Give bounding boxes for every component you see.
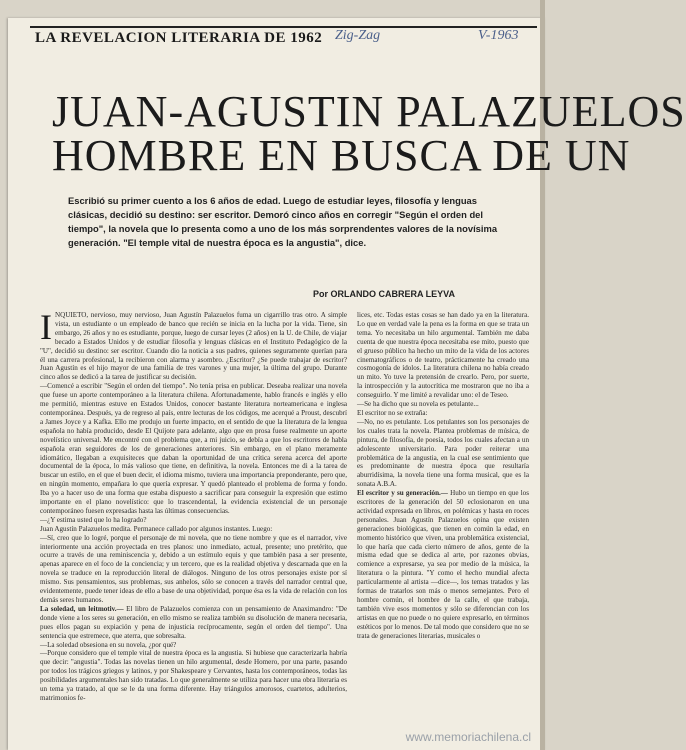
paragraph: lices, etc. Todas estas cosas se han dado ya en la literatura. Lo que en verdad vale la pena es la forma en que se trata un tema. Yo necesitaba un hilo argumental. También me daba cuenta de que nuestra época necesitaba ese mito, puesto que el grueso público ha hecho un mito de la vida de los actores cinematográficos o de teatro, prácticamente ha creado una cosmogonía de ídolos. La literatura chilena no había creado un mito. Yo tuve la pretensión de crearlo. Pero, por suerte, la introspección y la autocrítica me mostraron que no iba a conseguirlo. Y me limité a revalidar uno: el de Teseo. — [357, 311, 529, 400]
paragraph-text: NQUIETO, nervioso, muy nervioso, Juan Agustín Palazuelos fuma un cigarrillo tras otro. A simple vista, un estudiante o un empleado de banco que recién se inicia en la lucha por la vida. Tiene, sin embargo, 26 años y no es estudiante, porque, luego de cursar leyes (2 años) en la U. de Chile, de viajar becado a Estados Unidos y de estudiar filosofía y lenguas clásicas en el Instituto Pedagógico de la "U", decidió su destino: ser escritor. Cuando dio la noticia a sus padres, quienes seguramente querían para él una carrera profesional, la recibieron con alarma y asombro. ¿Escritor? ¿Se puede trabajar de escritor? Juan Agustín es el hijo mayor de una familia de tres varones y una mujer, la última del grupo. Durante cinco años se dedicó a la tarea de justificar su decisión. — [40, 311, 347, 382]
section-rule — [30, 26, 537, 28]
paragraph: El escritor no se extraña: — [357, 408, 428, 417]
headline-line-2: HOMBRE EN BUSCA DE UN — [52, 131, 631, 180]
paragraph: —La soledad obsesiona en su novela, ¿por qué? — [40, 640, 177, 649]
paragraph: —Sí, creo que lo logré, porque el personaje de mi novela, que no tiene nombre y que es el narrador, vive interiormente una acción proyectada en tres planos: uno inmediato, actual, presente; uno pretérito, que ocurre a través de una reminiscencia y, debido a un estímulo equis y que también pasa a ser presente, apenas aparece en el foco de la conciencia; y un tercero, que es la realidad objetiva y descarnada que en la novela se traduce en la reproducción literal de diálogos. Ninguno de los otros personajes existe por sí mismo. Sus pensamientos, sus problemas, sus anhelos, sólo se conocen a través del narrador central que, evidentemente, puede tener ideas de ello a base de una objetividad, porque ésa es la vida de relación con los demás seres humanos. — [40, 533, 347, 604]
byline: Por ORLANDO CABRERA LEYVA — [313, 289, 456, 299]
paragraph-text: El libro de Palazuelos comienza con un pensamiento de Anaximandro: "De donde viene a los seres su generación, en ello mismo se realiza también su disolución de manera necesaria, pues ellos pagan su expiación y pena de injusticia recíprocamente, según el orden del tiempo". Una sentencia que estremece, que aterra, que sobresalta. — [40, 604, 347, 640]
paragraph: —Porque considero que el temple vital de nuestra época es la angustia. Si hubiese que caracterizarla habría que decir: "angustia". Todas las novelas tienen un hilo argumental, desde Homero, por una parte, pasando por todos los trágicos griegos y latinos, y por Shakespeare y Cervantes, hasta los contemporáneos, todas las posibilidades argumentales han sido tratadas. Lo que generalmente se utiliza para hacer una obra literaria es un tema ya tratado, al que se le da una forma diferente. Hay triángulos amorosos, cuartetos, adulterios, matrimonios fe- — [40, 649, 347, 702]
paragraph: —Se ha dicho que su novela es petulante... — [357, 400, 479, 409]
paragraph: Juan Agustín Palazuelos medita. Permanece callado por algunos instantes. Luego: — [40, 524, 273, 533]
watermark: www.memoriachilena.cl — [405, 730, 531, 744]
headline-line-1: JUAN-AGUSTIN PALAZUELOS — [52, 87, 686, 136]
subheading: El escritor y su generación.— — [357, 489, 448, 498]
paragraph: —Comencé a escribir "Según el orden del tiempo". No tenía prisa en publicar. Deseaba realizar una novela que fuese un aporte contemporáneo a la literatura chilena. Afortunadamente, hablo francés e inglés y ello me permitió, mientras estuve en Estados Unidos, conocer bastante literatura norteamericana e inglesa contemporánea. Después, ya de regreso al país, entre lecturas de los códigos, me acerqué a Proust, descubrí a James Joyce y a Kafka. Ello me produjo un fuerte impacto, en el sentido de que la literatura de la lengua española no había producido, desde El Quijote para adelante, algo que en prosa fuese realmente un aporte novelístico universal. Me encontré con el problema que, a mi juicio, se debía a que los escritores de habla española eran seguidores de los de generaciones anteriores. Sin embargo, en el plano meramente idiomático, llegaban a exquisiteces que daban la oportunidad de una crítica serena acerca del aporte documental de la época, lo más valioso que tiene, en definitiva, la novela. Entonces me di a la tarea de buscar un estilo, en el que el buen decir, el idioma mismo, tuviera una importancia preponderante, pero que, en ningún momento, empañara lo que quería expresar. Y quedó planteado el problema de forma y fondo. Iba yo a hacer uso de una forma que estaba dispuesto a sacrificar para conseguir la expresión que estimo importante en el plano novelístico: que lo trascendental, la evidencia existencial de un personaje contemporáneo fuesen expresadas hasta las últimas consecuencias. — [40, 382, 347, 515]
section-title: LA REVELACION LITERARIA DE 1962 — [35, 30, 323, 46]
lead-paragraph: Escribió su primer cuento a los 6 años de edad. Luego de estudiar leyes, filosofía y lenguas clásicas, decidió su destino: ser escritor. Demoró cinco años en corregir "Según el orden del tiempo", la novela que lo presenta como a uno de los más sorprendentes valores de la novísima generación. "El temple vital de nuestra época es la angustia", dice. — [68, 195, 498, 248]
right-column — [357, 311, 529, 747]
paragraph — [357, 489, 529, 640]
paragraph-text: Hubo un tiempo en que los escritores de la generación del 50 eclosionaron en una actividad expresada en libros, en polémicas y hasta en roces personales. Juan Agustín Palazuelos opina que existen generaciones biológicas, que tienen en común la edad, en momento histórico que viven, una problemática existencial, lo que haría que cada cierto número de años, gente de la misma edad que se dedica al arte, por razones obvias, comience a expresarse, ya sea por medio de la música, la literatura o la pintura. "Y como el hecho mundial afecta particularmente al artista —dice—, los temas tratados y las formas de tratarlos son más o menos semejantes. Pero el hombre común, el hombre de la calle, el que trabaja, también vive esos momentos y sólo se diferencian con los artistas en que no puede o no quiere expresarlo, en términos estéticos por lo menos. De tal modo que considero que no se trata de generaciones literarias, musicales o — [357, 489, 529, 640]
paragraph — [40, 307, 347, 382]
paragraph: —No, no es petulante. Los petulantes son los personajes de los cuales trata la novela. Plantea problemas de música, de pintura, de filosofía, de poesía, todos los cuales afectan a un adolescente universitario. Para poder reiterar una problemática de la angustia, en la cual ese sentimiento que es predominante de nuestra época que resultaría aburridísima, la novela tiene una forma musical, que es la sonata A.B.A. — [357, 417, 529, 489]
drop-cap: I — [40, 307, 52, 347]
left-column — [40, 307, 347, 747]
handwritten-note-date: V-1963 — [478, 28, 519, 43]
paragraph: —¿Y estima usted que lo ha logrado? — [40, 515, 147, 524]
paragraph — [40, 605, 347, 641]
subheading: La soledad, un leitmotiv.— — [40, 604, 124, 613]
handwritten-note-source: Zig-Zag — [335, 28, 381, 43]
